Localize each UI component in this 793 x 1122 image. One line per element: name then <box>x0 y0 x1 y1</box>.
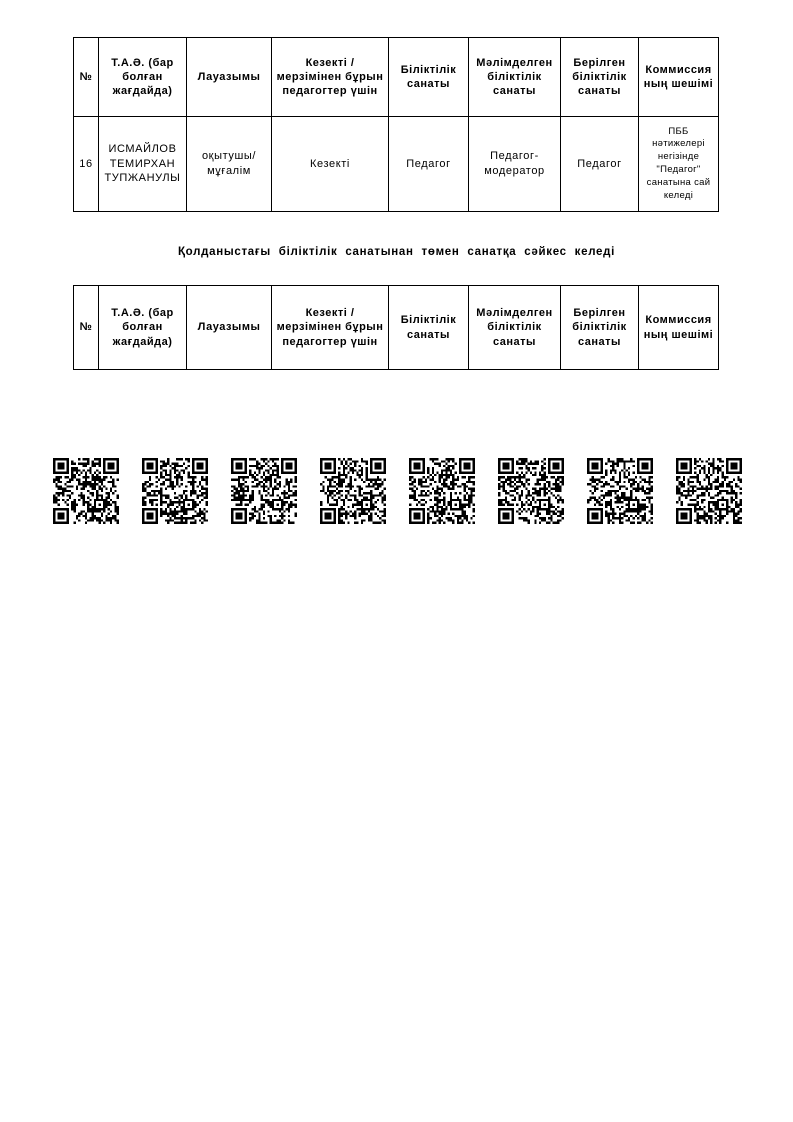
header-commission-decision: Коммиссияның шешімі <box>639 286 719 370</box>
header-name: Т.А.Ә. (бар болған жағдайда) <box>99 38 187 117</box>
cell-current-category: Педагог <box>389 117 469 212</box>
cell-row-number: 16 <box>74 117 99 212</box>
qr-code-image <box>587 458 653 524</box>
cell-position: оқытушы/мұғалім <box>187 117 272 212</box>
qr-code-image <box>142 458 208 524</box>
attestation-results-table <box>73 37 719 212</box>
qr-code-image <box>409 458 475 524</box>
cell-commission-decision: ПББ нәтижелері негізінде "Педагог" санатына сай келеді <box>639 117 719 212</box>
header-declared-category: Мәлімделген біліктілік санаты <box>469 286 561 370</box>
qr-code-image <box>498 458 564 524</box>
table-row <box>74 117 719 212</box>
qr-code-image <box>53 458 119 524</box>
qr-code-row <box>53 458 742 524</box>
header-current-category: Біліктілік санаты <box>389 38 469 117</box>
cell-assigned-category: Педагог <box>561 117 639 212</box>
header-number: № <box>74 38 99 117</box>
header-current-category: Біліктілік санаты <box>389 286 469 370</box>
header-name: Т.А.Ә. (бар болған жағдайда) <box>99 286 187 370</box>
lower-category-table <box>73 285 719 370</box>
qr-code-image <box>231 458 297 524</box>
qr-code-image <box>676 458 742 524</box>
header-assigned-category: Берілген біліктілік санаты <box>561 286 639 370</box>
qr-code-image <box>320 458 386 524</box>
header-commission-decision: Коммиссияның шешімі <box>639 38 719 117</box>
header-declared-category: Мәлімделген біліктілік санаты <box>469 38 561 117</box>
header-number: № <box>74 286 99 370</box>
section-heading: Қолданыстағы біліктілік санатынан төмен санатқа сәйкес келеді <box>177 246 616 258</box>
header-position: Лауазымы <box>187 286 272 370</box>
header-assigned-category: Берілген біліктілік санаты <box>561 38 639 117</box>
table-header-row <box>74 38 719 117</box>
cell-teacher-name: ИСМАЙЛОВ ТЕМИРХАН ТУПЖАНУЛЫ <box>99 117 187 212</box>
header-attestation-type: Кезекті / мерзімінен бұрын педагогтер үшін <box>272 38 389 117</box>
cell-declared-category: Педагог-модератор <box>469 117 561 212</box>
header-attestation-type: Кезекті / мерзімінен бұрын педагогтер үшін <box>272 286 389 370</box>
cell-attestation-type: Кезекті <box>272 117 389 212</box>
table-header-row <box>74 286 719 370</box>
header-position: Лауазымы <box>187 38 272 117</box>
